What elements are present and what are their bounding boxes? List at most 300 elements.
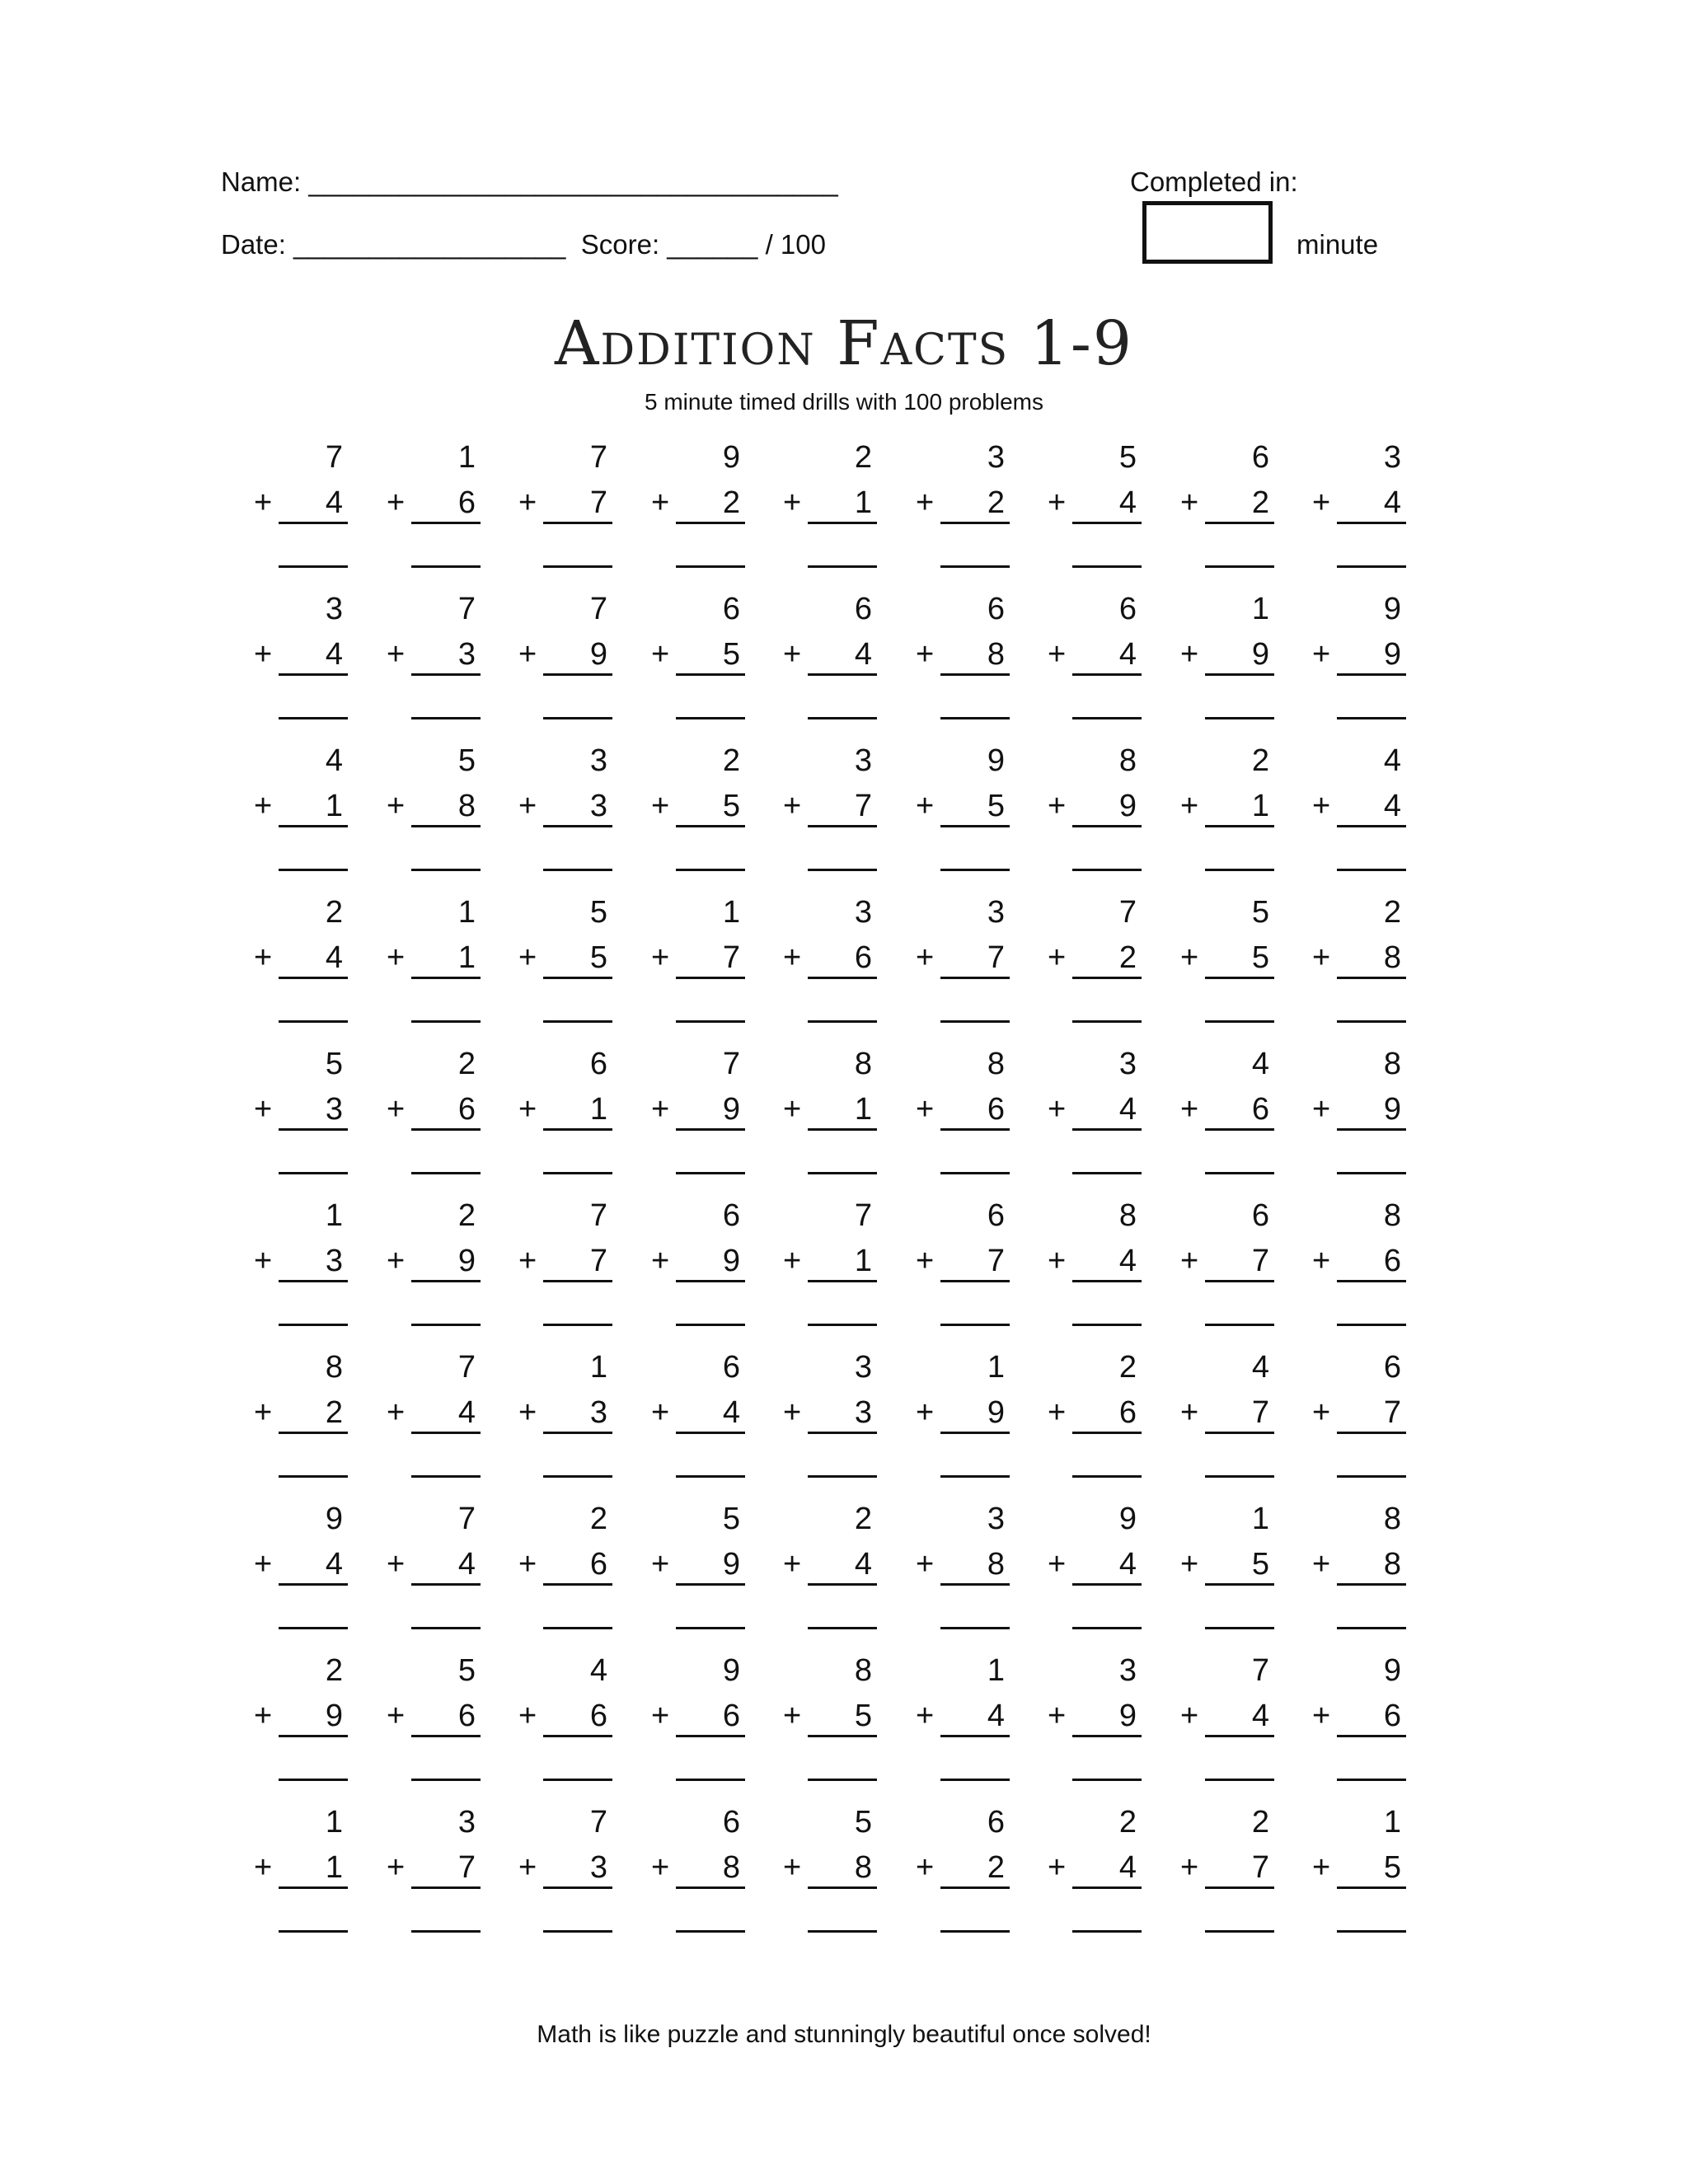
problem-item — [651, 1655, 758, 1795]
answer-line — [411, 1779, 481, 1781]
plus-sign: + — [387, 940, 406, 975]
plus-sign: + — [518, 940, 537, 975]
plus-sign: + — [1312, 1395, 1331, 1430]
bottom-addend: 4 — [1251, 1699, 1269, 1733]
sum-rule — [676, 1886, 745, 1889]
top-addend: 2 — [325, 895, 343, 930]
problem-item — [783, 1655, 890, 1795]
sum-rule — [808, 1432, 877, 1434]
top-addend: 6 — [722, 1198, 740, 1233]
answer-line — [940, 1020, 1010, 1023]
plus-sign: + — [651, 940, 670, 975]
answer-line — [1337, 1020, 1406, 1023]
bottom-addend: 4 — [1118, 1244, 1137, 1278]
problem-item — [254, 1200, 361, 1340]
problem-item — [783, 1200, 890, 1340]
top-addend: 1 — [722, 895, 740, 930]
problem-item — [254, 1352, 361, 1492]
plus-sign: + — [1312, 940, 1331, 975]
top-addend: 7 — [1251, 1653, 1269, 1688]
bottom-addend: 7 — [987, 940, 1005, 975]
top-addend: 2 — [457, 1047, 476, 1081]
plus-sign: + — [518, 637, 537, 672]
plus-sign: + — [518, 1244, 537, 1278]
answer-line — [411, 717, 481, 719]
plus-sign: + — [916, 637, 935, 672]
top-addend: 7 — [457, 592, 476, 626]
top-addend: 1 — [457, 440, 476, 475]
answer-line — [676, 1475, 745, 1478]
plus-sign: + — [254, 1395, 273, 1430]
bottom-addend: 9 — [1118, 1699, 1137, 1733]
problem-item — [1312, 897, 1419, 1037]
bottom-addend: 9 — [1383, 637, 1401, 672]
plus-sign: + — [387, 485, 406, 520]
bottom-addend: 7 — [1251, 1395, 1269, 1430]
top-addend: 7 — [457, 1502, 476, 1536]
answer-line — [1072, 1324, 1142, 1326]
sum-rule — [1072, 977, 1142, 979]
bottom-addend: 7 — [589, 1244, 607, 1278]
top-addend: 9 — [722, 440, 740, 475]
answer-line — [808, 1324, 877, 1326]
plus-sign: + — [1180, 940, 1199, 975]
plus-sign: + — [254, 1547, 273, 1582]
top-addend: 6 — [987, 1805, 1005, 1840]
problem-item — [916, 1503, 1023, 1643]
sum-rule — [676, 1128, 745, 1131]
bottom-addend: 4 — [1383, 789, 1401, 823]
problem-item — [1180, 1200, 1287, 1340]
top-addend: 6 — [1118, 592, 1137, 626]
answer-line — [411, 1930, 481, 1933]
sum-rule — [808, 1886, 877, 1889]
top-addend: 2 — [1118, 1350, 1137, 1385]
sum-rule — [279, 825, 348, 827]
problem-item — [651, 1503, 758, 1643]
bottom-addend: 7 — [987, 1244, 1005, 1278]
answer-line — [279, 565, 348, 568]
answer-line — [1072, 1779, 1142, 1781]
plus-sign: + — [783, 940, 802, 975]
answer-line — [1072, 869, 1142, 871]
plus-sign: + — [1180, 637, 1199, 672]
sum-rule — [411, 522, 481, 524]
top-addend: 1 — [987, 1653, 1005, 1688]
sum-rule — [676, 522, 745, 524]
top-addend: 2 — [1383, 895, 1401, 930]
top-addend: 5 — [722, 1502, 740, 1536]
top-addend: 6 — [722, 1350, 740, 1385]
sum-rule — [1337, 1128, 1406, 1131]
bottom-addend: 6 — [457, 1092, 476, 1127]
bottom-addend: 5 — [722, 789, 740, 823]
problem-item — [1312, 1655, 1419, 1795]
top-addend: 7 — [589, 440, 607, 475]
bottom-addend: 8 — [1383, 1547, 1401, 1582]
problem-item — [1180, 745, 1287, 885]
sum-rule — [1205, 1432, 1274, 1434]
sum-rule — [1072, 1583, 1142, 1586]
sum-rule — [808, 1280, 877, 1282]
plus-sign: + — [1048, 1244, 1067, 1278]
plus-sign: + — [1048, 485, 1067, 520]
worksheet-title: Addition Facts 1-9 — [555, 308, 1133, 379]
plus-sign: + — [1312, 1092, 1331, 1127]
answer-line — [1337, 1627, 1406, 1629]
problem-item — [387, 593, 494, 733]
plus-sign: + — [1180, 485, 1199, 520]
plus-sign: + — [651, 1395, 670, 1430]
top-addend: 7 — [589, 1198, 607, 1233]
answer-line — [940, 565, 1010, 568]
top-addend: 3 — [589, 743, 607, 778]
sum-rule — [1072, 522, 1142, 524]
sum-rule — [1072, 1280, 1142, 1282]
plus-sign: + — [518, 1092, 537, 1127]
bottom-addend: 4 — [457, 1395, 476, 1430]
bottom-addend: 4 — [325, 637, 343, 672]
problem-item — [1312, 1807, 1419, 1947]
plus-sign: + — [651, 1547, 670, 1582]
bottom-addend: 7 — [1251, 1244, 1269, 1278]
problem-item — [783, 745, 890, 885]
plus-sign: + — [916, 485, 935, 520]
answer-line — [940, 1627, 1010, 1629]
top-addend: 2 — [1251, 743, 1269, 778]
answer-line — [1072, 1020, 1142, 1023]
answer-line — [676, 565, 745, 568]
sum-rule — [411, 1280, 481, 1282]
plus-sign: + — [1312, 1244, 1331, 1278]
sum-rule — [940, 673, 1010, 676]
answer-line — [1205, 1020, 1274, 1023]
sum-rule — [1337, 1432, 1406, 1434]
problem-item — [916, 1655, 1023, 1795]
bottom-addend: 6 — [589, 1699, 607, 1733]
sum-rule — [543, 1432, 612, 1434]
problem-item — [254, 593, 361, 733]
plus-sign: + — [783, 1092, 802, 1127]
top-addend: 6 — [987, 592, 1005, 626]
sum-rule — [411, 673, 481, 676]
answer-line — [808, 565, 877, 568]
problem-item — [387, 897, 494, 1037]
top-addend: 1 — [325, 1198, 343, 1233]
sum-rule — [543, 1886, 612, 1889]
plus-sign: + — [1180, 1850, 1199, 1885]
plus-sign: + — [1048, 1547, 1067, 1582]
answer-line — [1072, 565, 1142, 568]
plus-sign: + — [916, 1850, 935, 1885]
sum-rule — [543, 1128, 612, 1131]
bottom-addend: 1 — [854, 1092, 872, 1127]
answer-line — [279, 1930, 348, 1933]
answer-line — [1205, 1172, 1274, 1174]
bottom-addend: 4 — [722, 1395, 740, 1430]
bottom-addend: 2 — [987, 1850, 1005, 1885]
bottom-addend: 1 — [325, 789, 343, 823]
answer-line — [1337, 1475, 1406, 1478]
bottom-addend: 4 — [1118, 637, 1137, 672]
answer-line — [940, 1779, 1010, 1781]
top-addend: 2 — [722, 743, 740, 778]
problem-item — [518, 745, 626, 885]
plus-sign: + — [1312, 637, 1331, 672]
problem-item — [916, 897, 1023, 1037]
sum-rule — [1205, 1280, 1274, 1282]
top-addend: 1 — [1383, 1805, 1401, 1840]
footer-quote: Math is like puzzle and stunningly beautiful once solved! — [537, 2021, 1151, 2048]
top-addend: 3 — [325, 592, 343, 626]
bottom-addend: 6 — [457, 485, 476, 520]
sum-rule — [676, 1280, 745, 1282]
top-addend: 3 — [1118, 1653, 1137, 1688]
bottom-addend: 6 — [722, 1699, 740, 1733]
sum-rule — [676, 825, 745, 827]
bottom-addend: 7 — [589, 485, 607, 520]
problem-item — [916, 1807, 1023, 1947]
sum-rule — [1205, 1583, 1274, 1586]
sum-rule — [411, 1128, 481, 1131]
problem-item — [651, 1200, 758, 1340]
problem-item — [1180, 1503, 1287, 1643]
top-addend: 6 — [1383, 1350, 1401, 1385]
problem-item — [518, 1655, 626, 1795]
plus-sign: + — [387, 1244, 406, 1278]
plus-sign: + — [1312, 1547, 1331, 1582]
bottom-addend: 8 — [1383, 940, 1401, 975]
sum-rule — [543, 1583, 612, 1586]
problem-item — [518, 1807, 626, 1947]
top-addend: 1 — [1251, 592, 1269, 626]
top-addend: 9 — [1383, 592, 1401, 626]
plus-sign: + — [254, 637, 273, 672]
answer-line — [1205, 1627, 1274, 1629]
problem-item — [518, 897, 626, 1037]
plus-sign: + — [1312, 1699, 1331, 1733]
sum-rule — [279, 1432, 348, 1434]
bottom-addend: 2 — [325, 1395, 343, 1430]
bottom-addend: 6 — [854, 940, 872, 975]
sum-rule — [411, 1432, 481, 1434]
plus-sign: + — [1048, 1850, 1067, 1885]
sum-rule — [1337, 825, 1406, 827]
problem-item — [783, 1503, 890, 1643]
answer-line — [808, 1779, 877, 1781]
bottom-addend: 9 — [325, 1699, 343, 1733]
bottom-addend: 3 — [325, 1092, 343, 1127]
bottom-addend: 4 — [854, 637, 872, 672]
problem-item — [1312, 1048, 1419, 1188]
plus-sign: + — [387, 1547, 406, 1582]
sum-rule — [1205, 1735, 1274, 1737]
top-addend: 8 — [854, 1047, 872, 1081]
problem-item — [916, 745, 1023, 885]
plus-sign: + — [1180, 1699, 1199, 1733]
bottom-addend: 2 — [1251, 485, 1269, 520]
answer-line — [808, 1172, 877, 1174]
sum-rule — [411, 977, 481, 979]
sum-rule — [940, 1432, 1010, 1434]
sum-rule — [279, 1583, 348, 1586]
top-addend: 8 — [1118, 743, 1137, 778]
problem-item — [1312, 1200, 1419, 1340]
sum-rule — [1337, 977, 1406, 979]
top-addend: 3 — [854, 1350, 872, 1385]
bottom-addend: 6 — [987, 1092, 1005, 1127]
sum-rule — [940, 977, 1010, 979]
problem-item — [1312, 745, 1419, 885]
bottom-addend: 9 — [457, 1244, 476, 1278]
bottom-addend: 2 — [722, 485, 740, 520]
plus-sign: + — [518, 1547, 537, 1582]
top-addend: 1 — [589, 1350, 607, 1385]
plus-sign: + — [916, 940, 935, 975]
answer-line — [808, 717, 877, 719]
answer-line — [1337, 1172, 1406, 1174]
bottom-addend: 5 — [1383, 1850, 1401, 1885]
sum-rule — [808, 977, 877, 979]
plus-sign: + — [254, 485, 273, 520]
sum-rule — [808, 1128, 877, 1131]
answer-line — [1205, 1475, 1274, 1478]
answer-line — [1072, 1930, 1142, 1933]
top-addend: 7 — [325, 440, 343, 475]
sum-rule — [411, 1735, 481, 1737]
bottom-addend: 9 — [722, 1547, 740, 1582]
top-addend: 4 — [1383, 743, 1401, 778]
top-addend: 3 — [854, 895, 872, 930]
problem-item — [651, 442, 758, 582]
answer-line — [279, 1779, 348, 1781]
bottom-addend: 9 — [1383, 1092, 1401, 1127]
problem-item — [783, 897, 890, 1037]
top-addend: 9 — [1383, 1653, 1401, 1688]
answer-line — [676, 1020, 745, 1023]
problem-item — [254, 897, 361, 1037]
bottom-addend: 2 — [987, 485, 1005, 520]
top-addend: 5 — [589, 895, 607, 930]
plus-sign: + — [1180, 789, 1199, 823]
bottom-addend: 8 — [987, 637, 1005, 672]
bottom-addend: 7 — [722, 940, 740, 975]
sum-rule — [1072, 825, 1142, 827]
problem-item — [518, 442, 626, 582]
bottom-addend: 2 — [1118, 940, 1137, 975]
plus-sign: + — [387, 1699, 406, 1733]
problem-item — [254, 442, 361, 582]
bottom-addend: 6 — [1251, 1092, 1269, 1127]
sum-rule — [1205, 825, 1274, 827]
problem-item — [1180, 442, 1287, 582]
bottom-addend: 5 — [1251, 940, 1269, 975]
sum-rule — [940, 1886, 1010, 1889]
problem-item — [1048, 745, 1155, 885]
top-addend: 4 — [589, 1653, 607, 1688]
answer-line — [543, 869, 612, 871]
sum-rule — [543, 977, 612, 979]
problem-item — [1048, 1807, 1155, 1947]
problem-item — [783, 442, 890, 582]
plus-sign: + — [783, 789, 802, 823]
problem-item — [651, 1048, 758, 1188]
top-addend: 7 — [589, 1805, 607, 1840]
bottom-addend: 8 — [722, 1850, 740, 1885]
problem-item — [387, 1352, 494, 1492]
bottom-addend: 6 — [1383, 1244, 1401, 1278]
answer-line — [808, 1475, 877, 1478]
top-addend: 2 — [854, 1502, 872, 1536]
plus-sign: + — [1180, 1244, 1199, 1278]
sum-rule — [940, 1583, 1010, 1586]
plus-sign: + — [1180, 1092, 1199, 1127]
sum-rule — [1337, 522, 1406, 524]
plus-sign: + — [1048, 940, 1067, 975]
bottom-addend: 4 — [325, 1547, 343, 1582]
plus-sign: + — [916, 1547, 935, 1582]
answer-line — [543, 1779, 612, 1781]
top-addend: 1 — [457, 895, 476, 930]
sum-rule — [940, 1735, 1010, 1737]
sum-rule — [808, 522, 877, 524]
answer-line — [1337, 1324, 1406, 1326]
sum-rule — [676, 673, 745, 676]
top-addend: 2 — [457, 1198, 476, 1233]
top-addend: 3 — [457, 1805, 476, 1840]
problem-item — [916, 442, 1023, 582]
answer-line — [543, 1020, 612, 1023]
answer-line — [808, 1627, 877, 1629]
sum-rule — [1337, 673, 1406, 676]
sum-rule — [676, 1583, 745, 1586]
plus-sign: + — [651, 789, 670, 823]
bottom-addend: 7 — [854, 789, 872, 823]
plus-sign: + — [1312, 1850, 1331, 1885]
bottom-addend: 7 — [1251, 1850, 1269, 1885]
answer-line — [279, 869, 348, 871]
top-addend: 6 — [722, 1805, 740, 1840]
date-score-line: Date: __________________ Score: ______ / 100 — [221, 229, 826, 260]
sum-rule — [1205, 1886, 1274, 1889]
top-addend: 5 — [457, 743, 476, 778]
plus-sign: + — [783, 1244, 802, 1278]
top-addend: 5 — [457, 1653, 476, 1688]
top-addend: 6 — [722, 592, 740, 626]
top-addend: 5 — [1118, 440, 1137, 475]
bottom-addend: 3 — [854, 1395, 872, 1430]
bottom-addend: 4 — [1118, 1547, 1137, 1582]
bottom-addend: 9 — [1251, 637, 1269, 672]
answer-line — [676, 1324, 745, 1326]
bottom-addend: 5 — [1251, 1547, 1269, 1582]
bottom-addend: 8 — [854, 1850, 872, 1885]
bottom-addend: 1 — [325, 1850, 343, 1885]
problem-item — [518, 1048, 626, 1188]
sum-rule — [1205, 522, 1274, 524]
problem-item — [1312, 442, 1419, 582]
problem-item — [387, 1503, 494, 1643]
top-addend: 3 — [987, 1502, 1005, 1536]
plus-sign: + — [1312, 789, 1331, 823]
sum-rule — [1072, 1735, 1142, 1737]
top-addend: 7 — [457, 1350, 476, 1385]
plus-sign: + — [518, 789, 537, 823]
problem-item — [1048, 1048, 1155, 1188]
bottom-addend: 1 — [854, 1244, 872, 1278]
top-addend: 8 — [987, 1047, 1005, 1081]
top-addend: 5 — [1251, 895, 1269, 930]
